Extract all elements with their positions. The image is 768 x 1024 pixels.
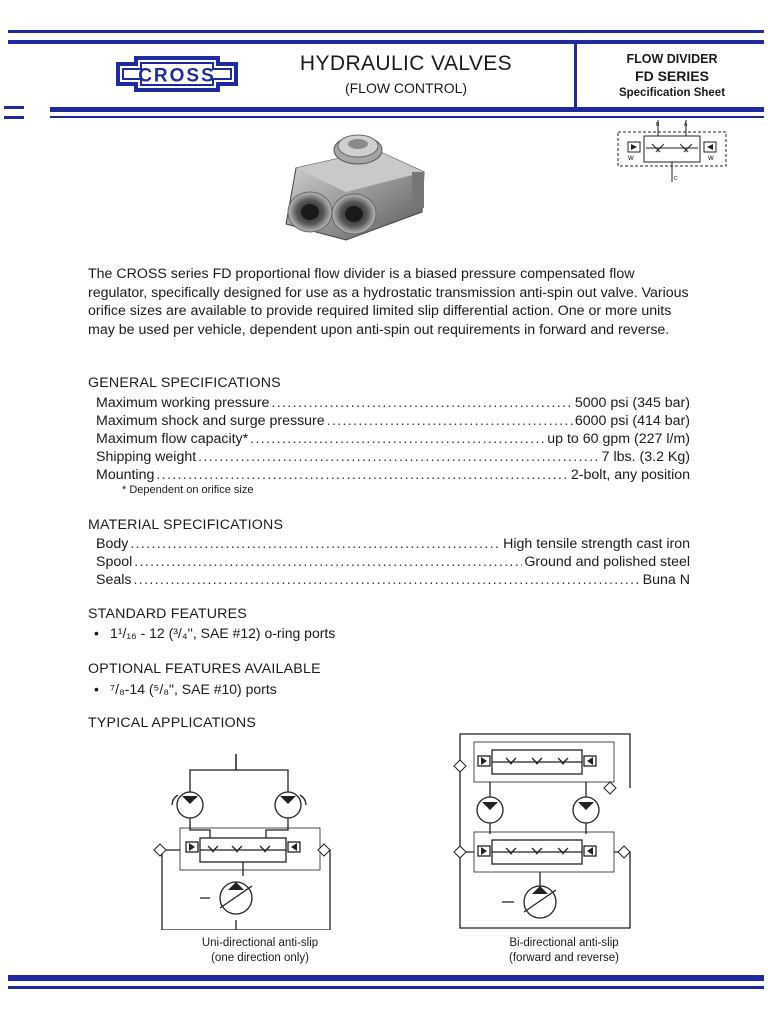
left-diagram-caption-1: Uni-directional anti-slip: [201, 937, 319, 949]
sheet-type: Specification Sheet: [618, 87, 726, 99]
bottom-rule-2: [8, 986, 764, 989]
material-specs-heading: MATERIAL SPECIFICATIONS: [88, 517, 284, 533]
svg-text:A: A: [684, 122, 688, 128]
general-specs-heading: GENERAL SPECIFICATIONS: [88, 375, 281, 391]
spec-row: Mounting . . . 2-bolt, any position: [96, 466, 690, 484]
spec-row: Maximum flow capacity* . . . up to 60 gpm (227 l/m): [96, 430, 690, 448]
spec-row: Maximum shock and surge pressure . . . 6000 psi (414 bar): [96, 412, 690, 430]
top-rule: [8, 30, 764, 33]
uni-directional-circuit-diagram: [140, 752, 340, 930]
spec-row: Body . . . High tensile strength cast iron: [96, 535, 690, 553]
product-type: FLOW DIVIDER: [626, 52, 718, 66]
footnote: * Dependent on orifice size: [122, 484, 254, 496]
spec-row: Shipping weight . . . 7 lbs. (3.2 Kg): [96, 448, 690, 466]
top-rule-2: [8, 40, 764, 44]
standard-features-heading: STANDARD FEATURES: [88, 606, 247, 622]
svg-text:CROSS: CROSS: [138, 65, 216, 87]
side-mark: [4, 116, 24, 119]
product-series: FD SERIES: [635, 68, 709, 84]
right-diagram-caption-1: Bi-directional anti-slip: [509, 937, 619, 949]
valve-symbol-diagram: [616, 118, 728, 184]
mid-rule: [50, 107, 764, 112]
page-title: HYDRAULIC VALVES: [299, 52, 513, 75]
spec-row: Seals . . . Buna N: [96, 571, 690, 589]
cross-logo: [112, 52, 242, 96]
typical-applications-heading: TYPICAL APPLICATIONS: [88, 715, 256, 731]
optional-features-heading: OPTIONAL FEATURES AVAILABLE: [88, 661, 321, 677]
valve-photo: [276, 128, 432, 246]
svg-text:B: B: [656, 122, 660, 128]
spec-row: Maximum working pressure . . . 5000 psi (345 bar): [96, 394, 690, 412]
svg-text:W: W: [628, 156, 634, 162]
bottom-rule: [8, 975, 764, 981]
bi-directional-circuit-diagram: [440, 730, 640, 932]
list-item: • ⁷/₈-14 (⁵/₈", SAE #10) ports: [94, 681, 277, 697]
page-subtitle: (FLOW CONTROL): [344, 80, 468, 96]
list-item: • 1¹/₁₆ - 12 (³/₄'', SAE #12) o-ring ports: [94, 625, 336, 641]
right-diagram-caption-2: (forward and reverse): [509, 952, 619, 964]
left-diagram-caption-2: (one direction only): [211, 952, 309, 964]
svg-text:C: C: [674, 176, 678, 182]
spec-row: Spool . . . Ground and polished steel: [96, 553, 690, 571]
svg-text:W: W: [708, 156, 714, 162]
side-mark: [4, 106, 24, 109]
intro-paragraph: The CROSS series FD proportional flow divider is a biased pressure compensated flow regulator, specifically designed for use as a hydrostatic transmission anti-spin out valve. Various orifice sizes are available to provide required limited slip differential action. One or more units may be used per vehicle, dependent upon anti-spin out requirements in forward and reverse.: [88, 266, 689, 338]
